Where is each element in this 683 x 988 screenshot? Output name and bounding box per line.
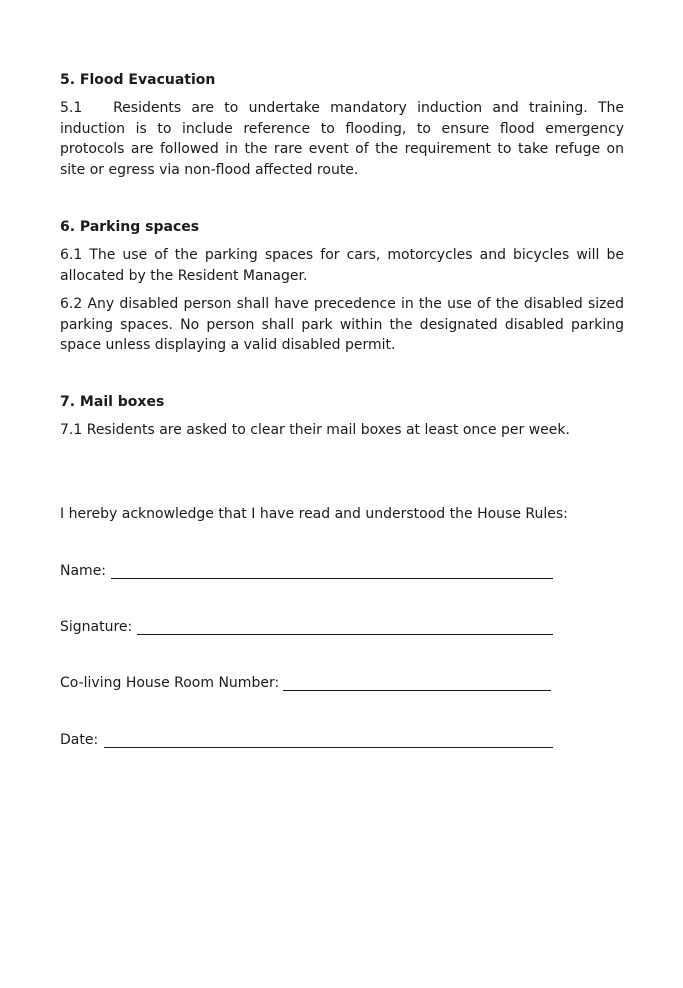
room-number-line[interactable] bbox=[283, 690, 551, 691]
acknowledgement-text: I hereby acknowledge that I have read and understood the House Rules: bbox=[60, 506, 568, 522]
section-6-2-paragraph: 6.2 Any disabled person shall have precedence in the use of the disabled sized parking spaces. No person shall park within the designated disabled parking space unless displaying a valid disabled permit. bbox=[60, 296, 624, 354]
date-field[interactable] bbox=[60, 730, 554, 752]
section-5-heading: 5. Flood Evacuation bbox=[60, 72, 216, 88]
name-field[interactable] bbox=[60, 561, 554, 583]
room-number-field[interactable] bbox=[60, 673, 554, 695]
name-label: Name: bbox=[60, 563, 107, 579]
section-7-1-paragraph: 7.1 Residents are asked to clear their mail boxes at least once per week. bbox=[60, 422, 570, 438]
room-number-label: Co-living House Room Number: bbox=[60, 675, 280, 691]
section-6-heading: 6. Parking spaces bbox=[60, 219, 200, 235]
section-6-1-paragraph: 6.1 The use of the parking spaces for cars, motorcycles and bicycles will be allocated by the Resident Manager. bbox=[60, 247, 624, 284]
date-line[interactable] bbox=[104, 747, 553, 748]
name-signature-line[interactable] bbox=[111, 578, 553, 579]
signature-label: Signature: bbox=[60, 619, 133, 635]
section-7-heading: 7. Mail boxes bbox=[60, 394, 165, 410]
document-page bbox=[60, 0, 624, 988]
section-5-1-paragraph: 5.1 Residents are to undertake mandatory induction and training. The induction is to include reference to flooding, to ensure flood emergency protocols are followed in the rare event of the requirement to take refuge on site or egress via non-flood affected route. bbox=[60, 100, 624, 179]
date-label: Date: bbox=[60, 732, 99, 748]
signature-line[interactable] bbox=[137, 634, 553, 635]
signature-field[interactable] bbox=[60, 617, 554, 639]
